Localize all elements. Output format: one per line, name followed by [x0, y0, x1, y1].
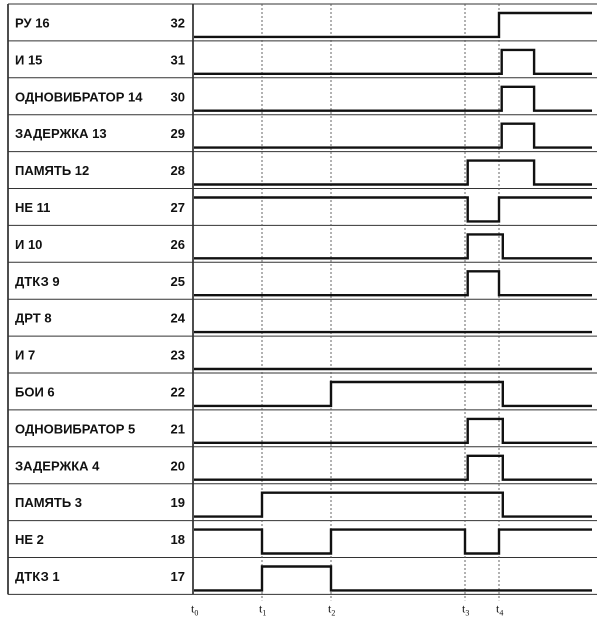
row-label: И 10: [15, 236, 43, 252]
waveform-signal-22: [194, 382, 592, 406]
row-label: И 15: [15, 52, 43, 68]
waveform-signal-30: [194, 87, 592, 111]
waveform-signal-21: [194, 419, 592, 443]
row-label: ДРТ 8: [15, 310, 52, 326]
row-label: НЕ 2: [15, 532, 44, 548]
row-number: 24: [170, 310, 185, 326]
row-number: 25: [170, 273, 185, 289]
row-label: И 7: [15, 347, 36, 363]
row-number: 27: [170, 199, 185, 215]
row-number: 17: [170, 568, 185, 584]
row-label: БОИ 6: [15, 384, 55, 400]
row-label: ДТКЗ 1: [15, 568, 60, 584]
time-label-t4: $t_4$: [496, 601, 504, 618]
row-label: ОДНОВИБРАТОР 5: [15, 421, 136, 437]
time-label-subscript: 0: [194, 608, 199, 618]
waveform-signal-25: [194, 271, 592, 295]
row-number: 19: [170, 495, 185, 511]
row-number: 26: [170, 236, 185, 252]
row-number: 31: [170, 52, 185, 68]
row-label: ЗАДЕРЖКА 4: [15, 458, 100, 474]
row-label: ОДНОВИБРАТОР 14: [15, 89, 143, 105]
time-label-subscript: 3: [465, 608, 470, 618]
waveform-signal-31: [194, 50, 592, 74]
time-label-t0: $t_0$: [191, 601, 199, 618]
time-label-t1: $t_1$: [259, 601, 267, 618]
waveform-signal-32: [194, 13, 592, 37]
row-number: 29: [170, 126, 185, 142]
row-label: ПАМЯТЬ 3: [15, 495, 83, 511]
row-label: НЕ 11: [15, 199, 51, 215]
row-number: 23: [170, 347, 185, 363]
waveforms: [194, 13, 592, 590]
waveform-signal-17: [194, 567, 592, 591]
waveform-signal-18: [194, 530, 592, 554]
time-markers: [262, 4, 499, 600]
time-label-subscript: 2: [331, 608, 336, 618]
time-label-subscript: 1: [262, 608, 267, 618]
waveform-signal-20: [194, 456, 592, 480]
row-number: 20: [170, 458, 185, 474]
row-number: 28: [170, 163, 185, 179]
waveform-signal-26: [194, 234, 592, 258]
row-label: ЗАДЕРЖКА 13: [15, 126, 107, 142]
time-axis-labels: [191, 601, 503, 617]
waveform-signal-28: [194, 161, 592, 185]
time-label-t3: $t_3$: [462, 601, 470, 618]
row-label: ПАМЯТЬ 12: [15, 163, 90, 179]
row-number: 30: [170, 89, 185, 105]
waveform-signal-19: [194, 493, 592, 517]
time-label-t2: $t_2$: [328, 601, 336, 618]
row-number: 21: [170, 421, 185, 437]
waveform-signal-27: [194, 198, 592, 222]
row-number: 22: [170, 384, 185, 400]
row-number: 32: [170, 15, 185, 31]
row-label: ДТКЗ 9: [15, 273, 60, 289]
waveform-signal-29: [194, 124, 592, 148]
time-label-subscript: 4: [499, 608, 504, 618]
row-number: 18: [170, 532, 185, 548]
row-label: РУ 16: [15, 15, 50, 31]
